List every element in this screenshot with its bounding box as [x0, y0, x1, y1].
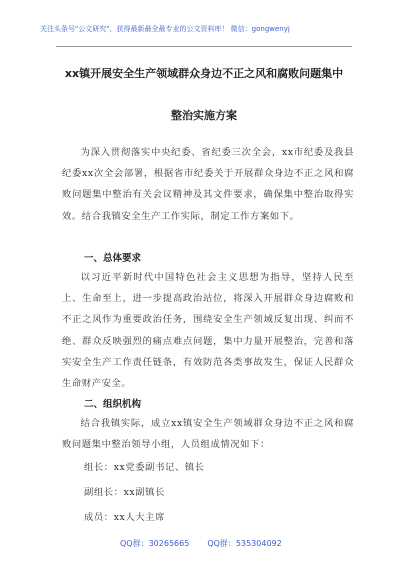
section1-paragraph: 以习近平新时代中国特色社会主义思想为指导，坚持人民至上、生命至上，进一步提高政治站位，将深入开展群众身边腐败和不正之风作为重要政治任务，围绕安全生产领域反复出现、纠而不绝、群众反映强烈的痛点难点问题，集中力量开展整治，完善和落实安全生产工作责任链条，有效防范各类事故发生，保证人民群众生命财产安全。: [62, 272, 354, 390]
intro-paragraph: 为深入贯彻落实中央纪委、省纪委三次全会，xx市纪委及我县纪委xx次全会部署，根据省市纪委关于开展群众身边不正之风和腐败问题集中整治有关会议精神及其文件要求，确保集中整治取得实效。结合我镇安全生产工作实际，制定工作方案如下。: [62, 147, 354, 222]
footer-contacts: [120, 538, 320, 549]
footer-qq-group-2: QQ群：535304092: [207, 539, 282, 548]
member-leader: 组长：xx党委副书记、镇长: [84, 462, 205, 473]
member-member: 成员：xx人大主席: [84, 512, 165, 523]
header-note: 关注头条号"公文研究"，获得最新最全最专业的公文资料库！ 微信：gongwenyj: [40, 25, 290, 33]
section1-heading: 一、总体要求: [84, 253, 142, 264]
footer-qq-group-1: QQ群：30265665: [120, 539, 190, 548]
section2-paragraph: 结合我镇实际，成立xx镇安全生产领域群众身边不正之风和腐败问题集中整治领导小组，人员组成情况如下：: [62, 418, 354, 451]
section2-heading: 二、组织机构: [84, 399, 142, 410]
header-divider: [56, 46, 352, 47]
document-title-line2: 整治实施方案: [171, 109, 237, 122]
member-deputy-leader: 副组长：xx副镇长: [84, 487, 165, 498]
document-title-line1: xx镇开展安全生产领域群众身边不正之风和腐败问题集中: [64, 67, 344, 80]
